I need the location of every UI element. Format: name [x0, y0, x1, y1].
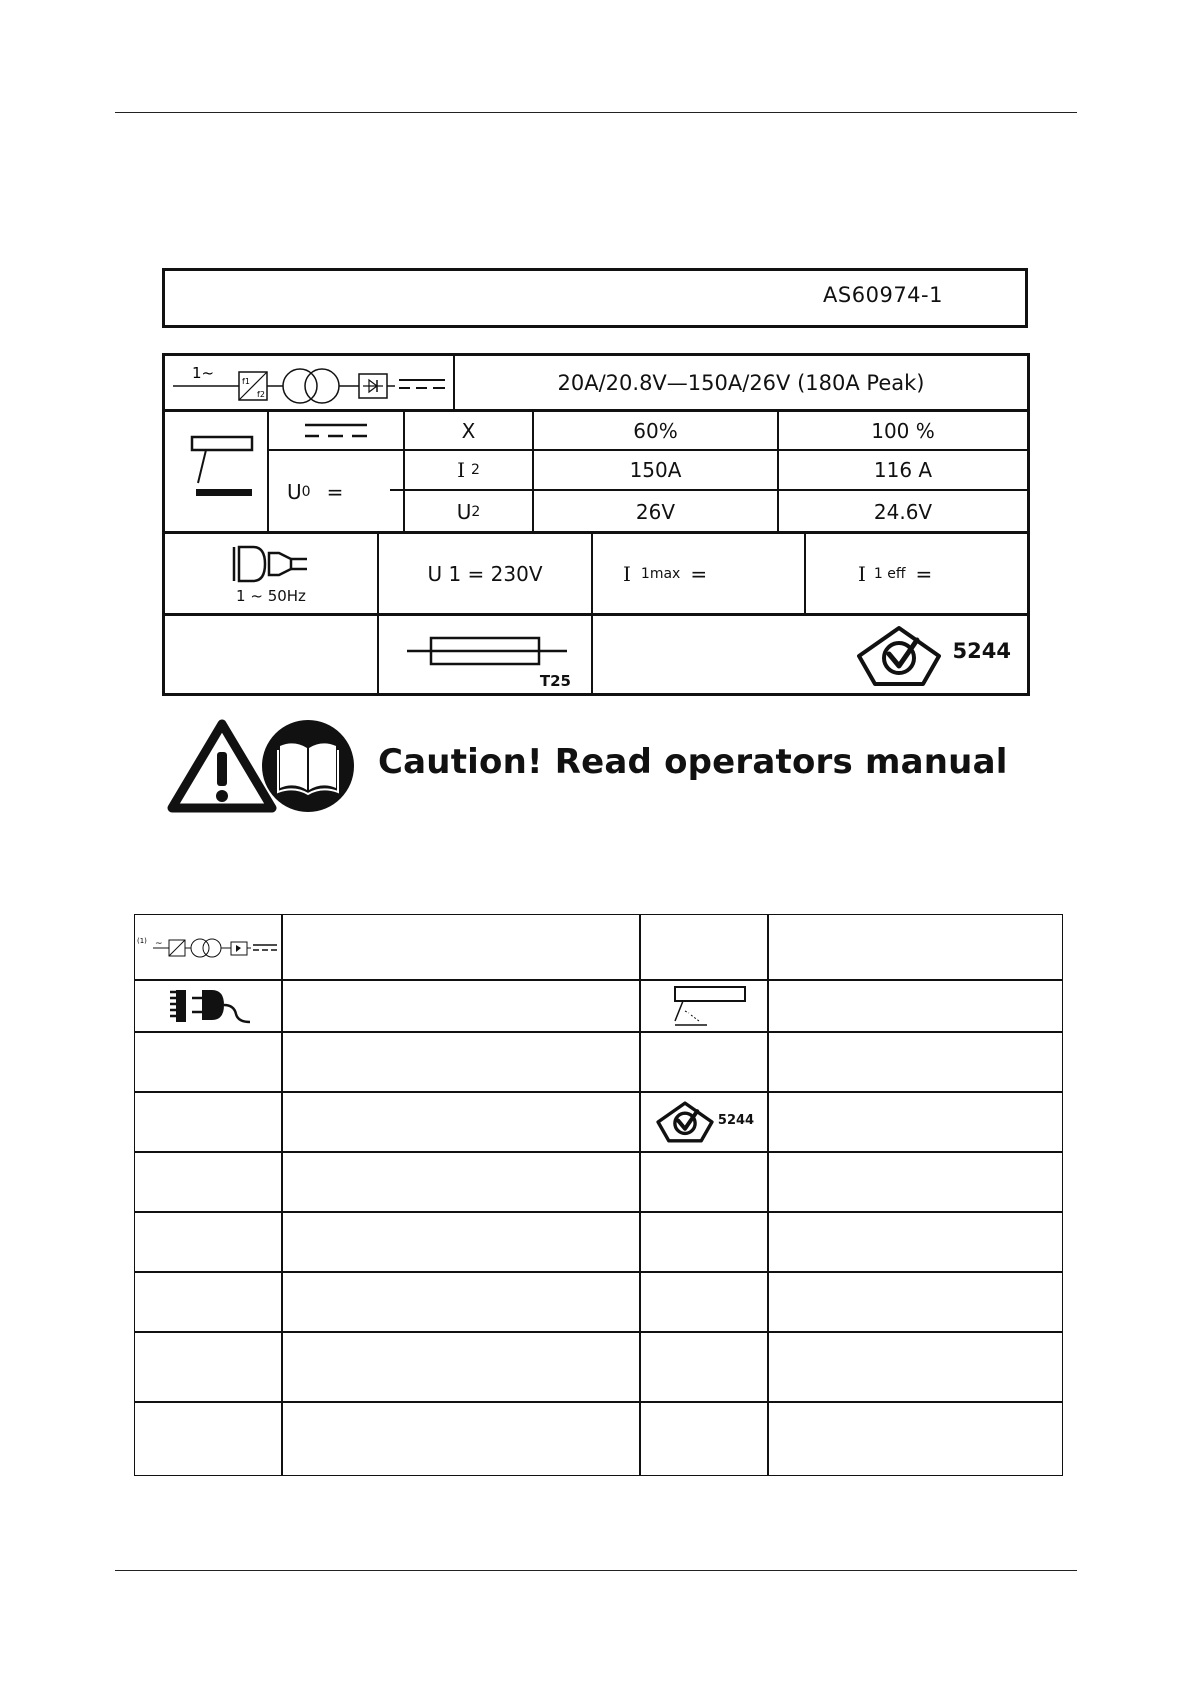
legend-mma-welding-icon [659, 983, 749, 1029]
u2-value-1: 26V [635, 499, 676, 524]
u1-voltage: U 1 = 230V [427, 562, 543, 586]
rating-plate [162, 353, 1030, 696]
i1max-eq: = [690, 562, 708, 586]
u2-symbol-cell [405, 491, 532, 532]
rcm-number: 5244 [952, 639, 1011, 663]
legend-rcm-number: 5244 [717, 1112, 755, 1128]
u2-symbol: U [456, 499, 472, 524]
svg-text:f1: f1 [242, 377, 250, 386]
u2-sub: 2 [471, 503, 481, 520]
inverter-transformer-rectifier-icon [169, 360, 449, 406]
mains-plug-icon [231, 543, 311, 585]
output-range: 20A/20.8V—150A/26V (180A Peak) [557, 371, 925, 395]
i2-value-1: 150A [629, 458, 682, 482]
fuse-rating: T25 [539, 672, 571, 690]
rcm-cell [593, 616, 1027, 696]
read-manual-icon [260, 718, 356, 814]
fuse-cell [379, 616, 591, 696]
duty-cycle-symbol: X [461, 419, 476, 443]
duty-cycle-value-2: 100 % [871, 419, 935, 443]
i2-symbol-cell [405, 451, 532, 489]
svg-text:~: ~ [155, 939, 163, 949]
dc-symbol-cell [269, 412, 403, 450]
mma-welding-icon-cell [165, 412, 267, 532]
svg-text:f2: f2 [257, 390, 265, 399]
legend-inverter-cell [135, 915, 281, 979]
legend-inverter-icon [137, 932, 279, 962]
dc-current-icon [303, 420, 369, 442]
i1eff-sub: 1 eff [873, 566, 906, 582]
i1max-sub: 1max [640, 566, 681, 582]
i2-sub: 2 [470, 462, 480, 478]
legend-inverter-prefix: (1) [137, 937, 147, 945]
rcm-mark-icon [853, 624, 945, 688]
inverter-symbol-cell [165, 356, 453, 410]
i1max-cell [593, 534, 804, 614]
supply-phase-label: 1~ [192, 364, 215, 382]
legend-mains-plug-icon [158, 988, 258, 1024]
caution-text: Caution! Read operators manual [378, 742, 1008, 782]
i2-symbol: I [457, 458, 465, 482]
i1eff-symbol: I [858, 562, 866, 586]
supply-frequency: 1 ~ 50Hz [236, 587, 306, 605]
u0-cell [269, 451, 403, 532]
legend-rcm-cell [641, 1093, 767, 1151]
standard-number: AS60974-1 [823, 283, 943, 307]
u0-sub: 0 [301, 483, 311, 500]
footer-rule [115, 1570, 1077, 1571]
legend-plug-cell [135, 981, 281, 1031]
symbol-legend-table [134, 914, 1063, 1476]
duty-cycle-value-1: 60% [633, 419, 678, 443]
u0-symbol: U [287, 479, 302, 504]
u2-value-2: 24.6V [873, 499, 933, 524]
standard-box [162, 268, 1028, 328]
i2-value-2: 116 A [873, 458, 933, 482]
i1eff-eq: = [915, 562, 933, 586]
mains-plug-cell [165, 534, 377, 614]
header-rule [115, 112, 1077, 113]
legend-welding-cell [641, 981, 767, 1031]
mma-welding-icon [176, 427, 256, 517]
legend-rcm-mark-icon [654, 1100, 716, 1144]
i1max-symbol: I [623, 562, 631, 586]
u0-eq: = [326, 479, 344, 504]
i1eff-cell [806, 534, 1027, 614]
